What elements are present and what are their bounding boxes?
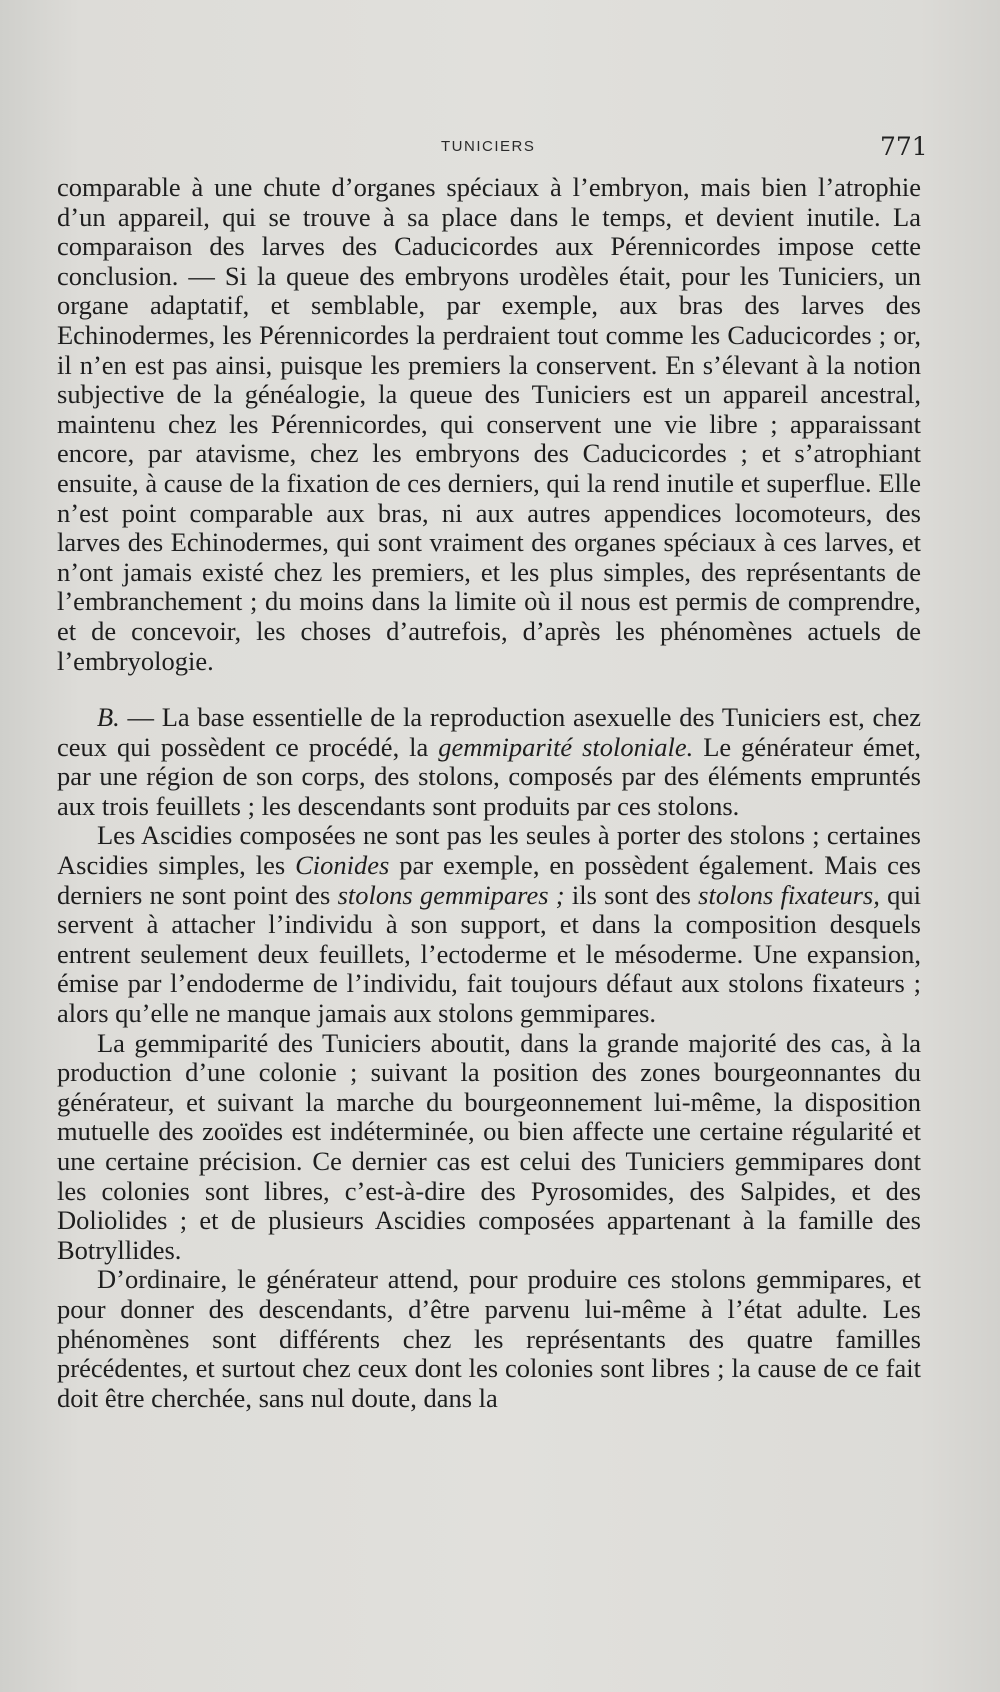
italic-term: stolons fixateurs, [698,879,880,910]
text-segment: ils sont des [564,879,699,910]
text-segment: par exemple, en possèdent également. Mais ces derniers ne sont point des [57,850,921,910]
text-segment: Les Ascidies composées ne sont pas les seules à porter des stolons ; certaines Ascidies simples, les [57,820,921,881]
text-segment: D’ordinaire, le générateur attend, pour produire ces stolons gemmipares, et pour donner des descendants, d’être parvenu lui-même à l’état adulte. Les phénomènes sont différents chez les représentants des quatre familles précédentes, et surtout chez ceux dont les colonies sont libres ; la cause de ce fait doit être cherchée, sans nul doute, dans la [57,1264,921,1413]
italic-term: stolons gemmipares ; [337,879,565,910]
running-head [0,132,1000,162]
paragraph-2-section-b [57,703,921,821]
running-title: TUNICIERS [441,138,536,155]
paragraph-4 [57,1029,921,1266]
text-segment: La gemmiparité des Tuniciers aboutit, dans la grande majorité des cas, à la production d’une colonie ; suivant la position des zones bourgeonnantes du générateur, et suivant la marche du bourgeonnement lui-même, la disposition mutuelle des zooïdes est indéterminée, ou bien affecte une certaine régularité et une certaine précision. Ce dernier cas est celui des Tuniciers gemmipares dont les colonies sont libres, c’est-à-dire des Pyrosomides, des Salpides, et des Doliolides ; et de plusieurs Ascidies composées appartenant à la famille des Botryllides. [57,1027,921,1265]
body-text [57,173,921,1413]
italic-term: Cionides [295,850,390,881]
italic-term: gemmiparité stoloniale. [438,731,694,762]
text-segment: comparable à une chute d’organes spéciaux à l’embryon, mais bien l’atrophie d’un appareil, qui se trouve à sa place dans le temps, et devient inutile. La comparaison des larves des Caducicordes aux Pérennicordes impose cette conclusion. — Si la queue des embryons urodèles était, pour les Tuniciers, un organe adaptatif, et semblable, par exemple, aux bras des larves des Echinodermes, les Pérennicordes la perdraient tout comme les Caducicordes ; or, il n’en est pas ainsi, puisque les premiers la conservent. En s’élevant à la notion subjective de la généalogie, la queue des Tuniciers est un appareil ancestral, maintenu chez les Pérennicordes, qui conservent une vie libre ; apparaissant encore, par atavisme, chez les embryons des Caducicordes ; et s’atrophiant ensuite, à cause de la fixation de ces derniers, qui la rend inutile et superflue. Elle n’est point comparable aux bras, ni aux autres appendices locomoteurs, des larves des Echinodermes, qui sont vraiment des organes spéciaux à ces larves, et n’ont jamais existé chez les premiers, et les plus simples, des représentants de l’embranchement ; du moins dans la limite où il nous est permis de comprendre, et de concevoir, les choses d’autrefois, d’après les phénomènes actuels de l’embryologie. [57,172,921,676]
page-number: 771 [880,132,928,161]
text-segment: qui servent à attacher l’individu à son support, et dans la composition desquels entrent seulement deux feuillets, l’ectoderme et le mésoderme. Une expansion, émise par l’endoderme de l’individu, fait toujours défaut aux stolons fixateurs ; alors qu’elle ne manque jamais aux stolons gemmipares. [57,879,921,1029]
section-letter: B. [97,702,120,733]
paragraph-1 [57,173,921,676]
text-segment: Le générateur émet, par une région de son corps, des stolons, composés par des éléments empruntés aux trois feuillets ; les descendants sont produits par ces stolons. [57,731,921,821]
text-segment: — La base essentielle de la reproduction asexuelle des Tuniciers est, chez ceux qui possèdent ce procédé, la [57,702,921,762]
paragraph-5 [57,1265,921,1413]
paragraph-3 [57,821,921,1028]
